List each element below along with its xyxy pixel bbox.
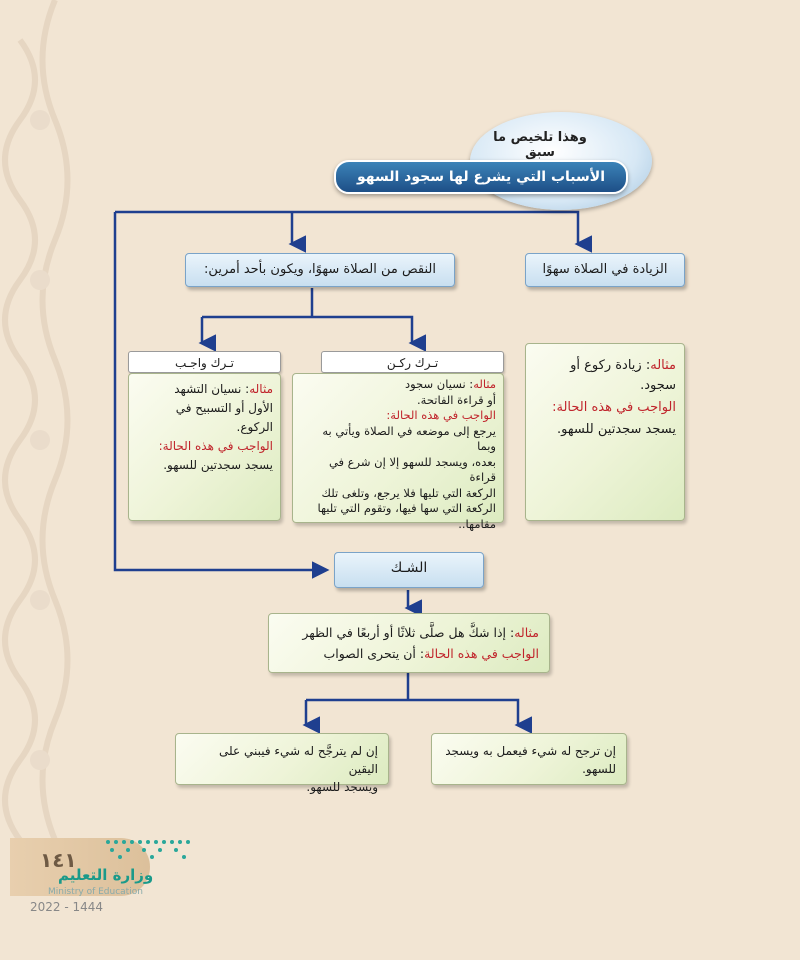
ministry-name-ar: وزارة التعليم xyxy=(58,866,154,884)
outcome-text: إن ترجح له شيء فيعمل به ويسجد xyxy=(445,744,616,758)
diagram-title: الأسباب التي يشرع لها سجود السهو xyxy=(334,160,628,194)
obligation-label: الواجب في هذه الحالة: xyxy=(386,408,496,422)
doubt-outcome-preponderant xyxy=(431,733,627,785)
addition-content xyxy=(525,343,685,521)
obligation-text: بعده، ويسجد للسهو إلا إن شرع في قراءة xyxy=(328,454,496,484)
ministry-logo-dots xyxy=(100,836,196,862)
pillar-tab: تـرك ركـن xyxy=(321,351,504,373)
addition-label: الزيادة في الصلاة سهوًا xyxy=(525,253,685,287)
edition-year: 2022 - 1444 xyxy=(30,900,104,914)
obligation-text: الركعة التي تليها فلا يرجع، وتلغى تلك xyxy=(321,485,496,500)
doubt-example-content xyxy=(268,613,550,673)
obligation-text: الركعة التي سها فيها، وتقوم التي تليها xyxy=(317,501,496,515)
outcome-text: ويسجد للسهو. xyxy=(306,780,378,794)
wajib-tab: تـرك واجـب xyxy=(128,351,281,373)
obligation-label: الواجب في هذه الحالة: xyxy=(552,400,676,415)
obligation-text: مقامها.. xyxy=(458,516,496,531)
obligation-text: يسجد سجدتين للسهو. xyxy=(163,458,273,472)
obligation-text: : أن يتحرى الصواب xyxy=(323,646,425,661)
obligation-label: الواجب في هذه الحالة: xyxy=(158,439,273,453)
doubt-label: الشـك xyxy=(334,552,484,588)
example-label: مثاله xyxy=(514,625,539,640)
summary-intro: وهذا تلخيص ما سبق xyxy=(493,130,587,160)
obligation-text: يسجد سجدتين للسهو. xyxy=(557,422,676,437)
example-label: مثاله xyxy=(249,382,273,396)
wajib-content xyxy=(128,373,281,521)
example-text: : نسيان التشهد xyxy=(174,382,250,396)
example-label: مثاله xyxy=(650,358,676,373)
example-label: مثاله xyxy=(473,377,496,391)
example-text: أو قراءة الفاتحة. xyxy=(417,392,496,407)
deficiency-label: النقص من الصلاة سهوًا، ويكون بأحد أمرين: xyxy=(185,253,455,287)
doubt-outcome-certainty xyxy=(175,733,389,794)
page-number: ١٤١ xyxy=(40,848,77,872)
pillar-content xyxy=(292,373,504,531)
example-text: الأول أو التسبيح في الركوع. xyxy=(175,401,273,434)
example-text: : إذا شكَّ هل صلَّى ثلاثًا أو أربعًا في الظهر xyxy=(302,625,515,640)
ministry-name-en: Ministry of Education xyxy=(48,887,143,897)
outcome-text: إن لم يترجَّح له شيء فيبني على اليقين xyxy=(219,744,378,776)
example-text: : زيادة ركوع أو سجود. xyxy=(570,358,676,393)
obligation-label: الواجب في هذه الحالة xyxy=(424,646,539,661)
outcome-text: للسهو. xyxy=(582,762,616,776)
example-text: : نسيان سجود xyxy=(405,377,474,391)
obligation-text: يرجع إلى موضعه في الصلاة ويأتي به وبما xyxy=(322,423,496,453)
